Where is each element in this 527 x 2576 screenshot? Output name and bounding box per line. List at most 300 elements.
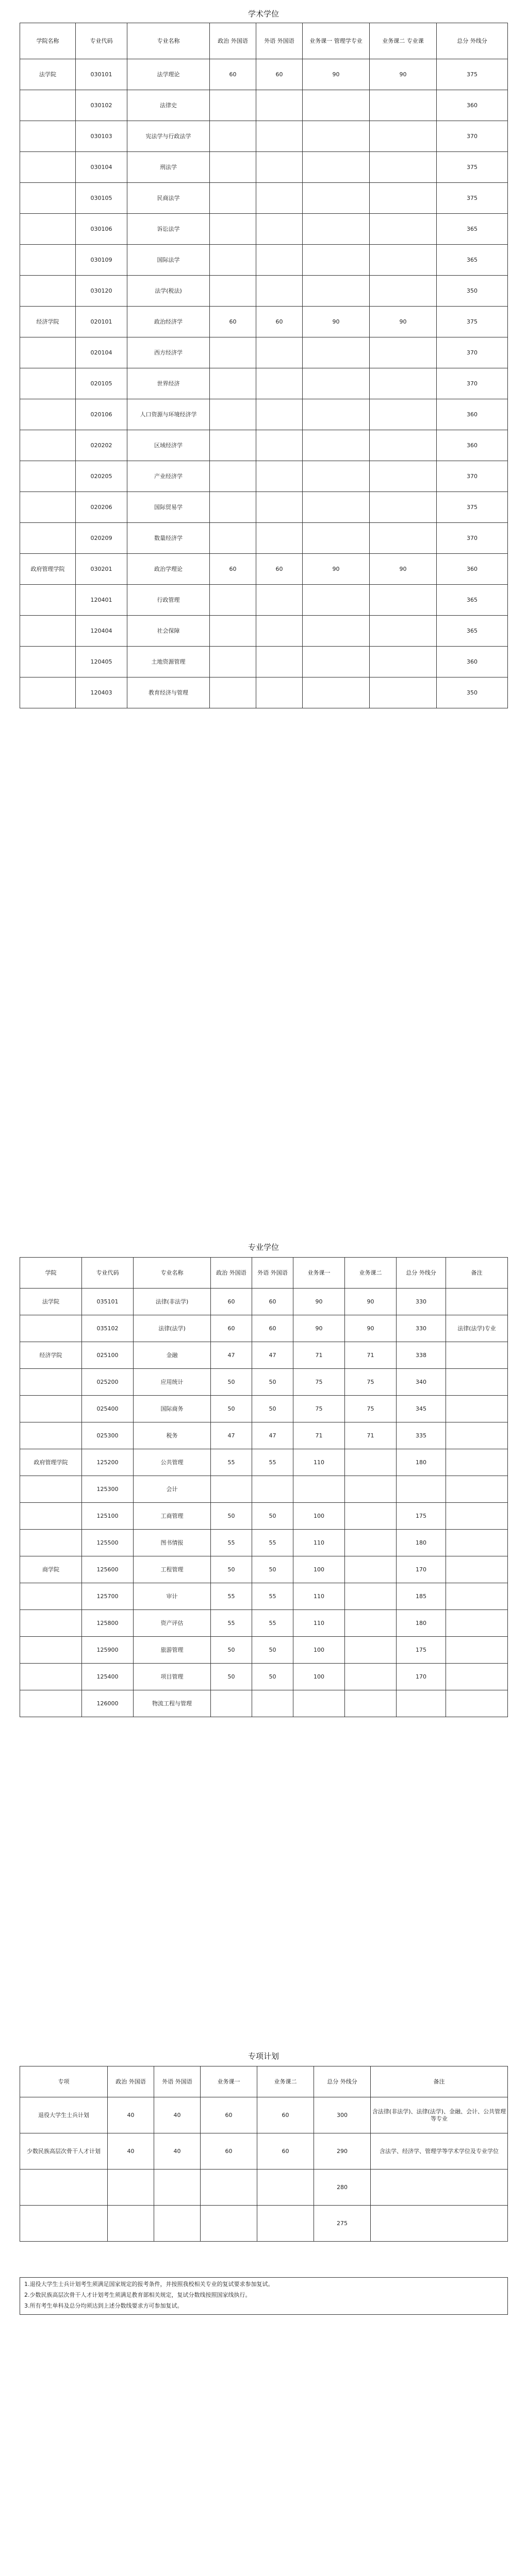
professional-table-cell: 47	[211, 1422, 252, 1449]
academic-table-cell	[370, 523, 437, 554]
professional-table-cell: 125500	[82, 1530, 134, 1556]
academic-table-cell	[210, 214, 256, 245]
professional-table-cell: 025200	[82, 1369, 134, 1396]
academic-table-cell: 375	[437, 152, 508, 183]
academic-table-cell: 60	[210, 307, 256, 337]
academic-table-cell: 区域经济学	[127, 430, 210, 461]
professional-table-cell	[20, 1690, 82, 1717]
academic-table-cell: 60	[256, 307, 303, 337]
academic-header-subject2: 业务课二 专业课	[370, 23, 437, 59]
academic-table-cell	[256, 368, 303, 399]
special-table-cell: 含法学、经济学、管理学等学术学位及专业学位	[371, 2133, 508, 2170]
professional-table-cell: 50	[252, 1556, 293, 1583]
academic-table-cell: 030120	[76, 276, 127, 307]
professional-table-cell: 175	[397, 1637, 446, 1664]
professional-table-cell: 项目管理	[134, 1664, 211, 1690]
professional-table-cell: 法律(非法学)	[134, 1289, 211, 1315]
academic-table-row	[20, 647, 508, 677]
professional-table-cell: 110	[293, 1449, 345, 1476]
academic-table-cell: 375	[437, 492, 508, 523]
professional-table-cell: 338	[397, 1342, 446, 1369]
academic-table-cell	[20, 245, 76, 276]
special-notes-cell	[20, 2278, 508, 2315]
academic-table-cell	[210, 368, 256, 399]
academic-table-cell: 政治经济学	[127, 307, 210, 337]
academic-table-cell	[303, 337, 370, 368]
special-notes-table	[20, 2277, 508, 2315]
academic-table-cell: 360	[437, 554, 508, 585]
academic-table-cell: 60	[256, 554, 303, 585]
academic-table-cell	[210, 90, 256, 121]
academic-table-cell	[210, 399, 256, 430]
academic-table-cell: 国际贸易学	[127, 492, 210, 523]
academic-header-foreign: 外语 外国语	[256, 23, 303, 59]
academic-table-cell	[20, 492, 76, 523]
academic-table-cell	[370, 276, 437, 307]
professional-header-major: 专业名称	[134, 1258, 211, 1289]
academic-table-cell	[256, 245, 303, 276]
professional-table-cell: 110	[293, 1610, 345, 1637]
professional-table-row	[20, 1664, 508, 1690]
academic-table-cell	[370, 183, 437, 214]
professional-table-cell: 55	[252, 1583, 293, 1610]
academic-table-cell: 020101	[76, 307, 127, 337]
academic-table-cell	[303, 430, 370, 461]
special-table-cell: 40	[108, 2097, 154, 2133]
special-table-cell: 40	[154, 2097, 201, 2133]
academic-table-cell	[370, 337, 437, 368]
academic-header-total: 总分 外线分	[437, 23, 508, 59]
academic-table-cell: 法学理论	[127, 59, 210, 90]
professional-table-cell: 法学院	[20, 1289, 82, 1315]
academic-table-cell	[303, 90, 370, 121]
professional-table-cell	[446, 1583, 508, 1610]
academic-table-row	[20, 554, 508, 585]
academic-table-cell	[20, 461, 76, 492]
professional-table-cell: 法律(法学)	[134, 1315, 211, 1342]
academic-table-cell	[303, 276, 370, 307]
academic-table-cell	[20, 647, 76, 677]
professional-table-cell: 180	[397, 1610, 446, 1637]
professional-table-cell: 125700	[82, 1583, 134, 1610]
academic-table-cell: 020205	[76, 461, 127, 492]
academic-table-cell: 350	[437, 677, 508, 708]
professional-header-row	[20, 1258, 508, 1289]
academic-table-cell	[20, 430, 76, 461]
professional-table-cell: 025300	[82, 1422, 134, 1449]
special-table-cell: 60	[201, 2097, 257, 2133]
academic-table-cell: 教育经济与管理	[127, 677, 210, 708]
academic-section-title: 学术学位	[248, 9, 279, 19]
academic-table-cell: 90	[370, 59, 437, 90]
academic-table-cell: 370	[437, 337, 508, 368]
special-table-cell: 退役大学生士兵计划	[20, 2097, 108, 2133]
academic-table-cell: 社会保障	[127, 616, 210, 647]
academic-table-cell: 030109	[76, 245, 127, 276]
professional-table-cell: 商学院	[20, 1556, 82, 1583]
academic-table-cell: 诉讼法学	[127, 214, 210, 245]
professional-table-row	[20, 1476, 508, 1503]
professional-table-cell: 55	[211, 1610, 252, 1637]
professional-table-cell: 50	[252, 1396, 293, 1422]
professional-table-cell	[20, 1476, 82, 1503]
professional-table-cell	[345, 1476, 397, 1503]
special-table-cell: 60	[257, 2097, 314, 2133]
professional-header-politics: 政治 外国语	[211, 1258, 252, 1289]
professional-table-cell	[345, 1637, 397, 1664]
academic-table-cell: 350	[437, 276, 508, 307]
academic-table-cell: 030201	[76, 554, 127, 585]
academic-table-cell	[256, 647, 303, 677]
special-table-cell: 40	[154, 2133, 201, 2170]
academic-table-cell: 360	[437, 430, 508, 461]
academic-table-cell: 365	[437, 214, 508, 245]
professional-table-cell	[446, 1610, 508, 1637]
professional-table-cell	[446, 1476, 508, 1503]
academic-table-row	[20, 121, 508, 152]
academic-table-cell: 世界经济	[127, 368, 210, 399]
professional-table-cell	[252, 1690, 293, 1717]
professional-table-cell	[345, 1664, 397, 1690]
academic-header-college: 学院名称	[20, 23, 76, 59]
academic-table-cell: 产业经济学	[127, 461, 210, 492]
professional-table-cell: 75	[293, 1396, 345, 1422]
professional-table-cell: 应用统计	[134, 1369, 211, 1396]
academic-table-cell: 030104	[76, 152, 127, 183]
professional-table-cell: 55	[211, 1530, 252, 1556]
academic-table-row	[20, 90, 508, 121]
professional-table-cell: 金融	[134, 1342, 211, 1369]
professional-table-cell: 71	[345, 1422, 397, 1449]
academic-table-cell: 120401	[76, 585, 127, 616]
professional-table-cell	[293, 1690, 345, 1717]
professional-table-body	[20, 1289, 508, 1717]
professional-table-row	[20, 1315, 508, 1342]
special-table-cell: 290	[314, 2133, 371, 2170]
professional-table-cell: 50	[211, 1556, 252, 1583]
professional-table-cell: 会计	[134, 1476, 211, 1503]
professional-table-cell: 71	[293, 1422, 345, 1449]
academic-table-cell	[256, 90, 303, 121]
professional-table-cell	[20, 1530, 82, 1556]
special-table-cell: 280	[314, 2170, 371, 2206]
professional-table-cell	[345, 1583, 397, 1610]
professional-table-cell	[211, 1476, 252, 1503]
professional-table-row	[20, 1449, 508, 1476]
special-table-cell: 含法律(非法学)、法律(法学)、金融、会计、公共管理等专业	[371, 2097, 508, 2133]
professional-table-cell: 审计	[134, 1583, 211, 1610]
academic-table-cell	[370, 152, 437, 183]
professional-table-row	[20, 1369, 508, 1396]
academic-table-row	[20, 214, 508, 245]
academic-table-cell: 030103	[76, 121, 127, 152]
academic-table-cell	[210, 585, 256, 616]
academic-table-cell: 120403	[76, 677, 127, 708]
academic-table-cell	[303, 523, 370, 554]
professional-table-cell: 工商管理	[134, 1503, 211, 1530]
academic-table-row	[20, 430, 508, 461]
special-header-note: 备注	[371, 2066, 508, 2097]
professional-table-row	[20, 1396, 508, 1422]
academic-table-cell: 90	[370, 554, 437, 585]
academic-table-cell: 370	[437, 121, 508, 152]
academic-table-row	[20, 399, 508, 430]
special-table-cell: 275	[314, 2206, 371, 2242]
academic-table-cell: 政府管理学院	[20, 554, 76, 585]
special-table-row	[20, 2170, 508, 2206]
academic-table-cell	[20, 152, 76, 183]
academic-table-cell	[370, 461, 437, 492]
professional-table-cell: 50	[252, 1637, 293, 1664]
professional-table-cell	[20, 1637, 82, 1664]
professional-table-cell	[293, 1476, 345, 1503]
academic-table-cell	[210, 492, 256, 523]
academic-table-cell	[256, 121, 303, 152]
academic-table-cell	[370, 492, 437, 523]
academic-table-cell	[303, 677, 370, 708]
academic-table-cell	[210, 245, 256, 276]
special-note-1: 1.退役大学生士兵计划考生须满足国家规定的报考条件，并按照我校相关专业的复试要求参加复试。	[24, 2281, 274, 2287]
special-note-3: 3.所有考生单科及总分均须达到上述分数线要求方可参加复试。	[24, 2302, 183, 2310]
academic-table-cell	[210, 647, 256, 677]
academic-table-cell: 民商法学	[127, 183, 210, 214]
academic-table-cell: 行政管理	[127, 585, 210, 616]
professional-table-cell	[20, 1610, 82, 1637]
professional-header-code: 专业代码	[82, 1258, 134, 1289]
professional-table-cell: 110	[293, 1583, 345, 1610]
academic-table-cell: 西方经济学	[127, 337, 210, 368]
academic-table-cell	[20, 616, 76, 647]
professional-table-cell	[446, 1369, 508, 1396]
special-table-cell	[154, 2206, 201, 2242]
professional-header-subject2: 业务课二	[345, 1258, 397, 1289]
academic-table-cell	[370, 368, 437, 399]
academic-table-cell: 经济学院	[20, 307, 76, 337]
academic-table-cell	[303, 245, 370, 276]
academic-table-cell: 土地资源管理	[127, 647, 210, 677]
professional-table-row	[20, 1530, 508, 1556]
professional-table-cell: 330	[397, 1315, 446, 1342]
professional-table-cell: 经济学院	[20, 1342, 82, 1369]
academic-table-cell: 030102	[76, 90, 127, 121]
professional-table-row	[20, 1422, 508, 1449]
professional-table-cell: 125800	[82, 1610, 134, 1637]
professional-table-cell	[345, 1556, 397, 1583]
academic-table-row	[20, 307, 508, 337]
academic-table-cell	[303, 152, 370, 183]
special-header-politics: 政治 外国语	[108, 2066, 154, 2097]
academic-table-cell: 020206	[76, 492, 127, 523]
professional-table-cell	[446, 1449, 508, 1476]
academic-header-major: 专业名称	[127, 23, 210, 59]
academic-table-cell: 120405	[76, 647, 127, 677]
professional-table-cell: 90	[293, 1289, 345, 1315]
academic-header-code: 专业代码	[76, 23, 127, 59]
professional-table-cell: 政府管理学院	[20, 1449, 82, 1476]
professional-table-cell: 60	[211, 1289, 252, 1315]
professional-table-cell: 035101	[82, 1289, 134, 1315]
academic-table-cell	[210, 152, 256, 183]
academic-table-cell	[210, 461, 256, 492]
professional-table-cell: 75	[293, 1369, 345, 1396]
academic-table-cell	[303, 368, 370, 399]
professional-table-cell	[345, 1610, 397, 1637]
professional-table-cell	[20, 1396, 82, 1422]
academic-table-cell: 人口资源与环境经济学	[127, 399, 210, 430]
professional-table-cell: 50	[211, 1369, 252, 1396]
professional-table-cell	[397, 1690, 446, 1717]
academic-table-cell	[256, 677, 303, 708]
professional-table-cell	[20, 1369, 82, 1396]
academic-table-cell	[370, 616, 437, 647]
academic-table-cell: 宪法学与行政法学	[127, 121, 210, 152]
academic-table-cell: 375	[437, 183, 508, 214]
academic-table-cell: 法学院	[20, 59, 76, 90]
academic-table-cell: 法律史	[127, 90, 210, 121]
academic-table-cell: 365	[437, 245, 508, 276]
academic-table-cell	[303, 399, 370, 430]
professional-table-cell	[446, 1556, 508, 1583]
professional-table-cell	[446, 1289, 508, 1315]
professional-table-cell: 175	[397, 1503, 446, 1530]
academic-table-cell	[20, 368, 76, 399]
special-table-cell	[20, 2206, 108, 2242]
academic-table-cell: 020106	[76, 399, 127, 430]
professional-table-row	[20, 1556, 508, 1583]
professional-header-subject1: 业务课一	[293, 1258, 345, 1289]
professional-table-row	[20, 1289, 508, 1315]
academic-table-cell	[370, 585, 437, 616]
special-table-body	[20, 2097, 508, 2242]
professional-table-cell: 180	[397, 1530, 446, 1556]
academic-table-cell: 375	[437, 307, 508, 337]
professional-table-cell	[20, 1583, 82, 1610]
academic-table-cell: 365	[437, 616, 508, 647]
academic-table-cell: 360	[437, 90, 508, 121]
academic-table-cell: 370	[437, 461, 508, 492]
professional-table-cell: 340	[397, 1369, 446, 1396]
professional-table-cell	[446, 1342, 508, 1369]
academic-table-cell	[20, 276, 76, 307]
professional-table-cell: 50	[211, 1664, 252, 1690]
professional-table-cell: 345	[397, 1396, 446, 1422]
academic-table-cell	[303, 121, 370, 152]
professional-table-cell	[345, 1530, 397, 1556]
special-header-total: 总分 外线分	[314, 2066, 371, 2097]
academic-table-cell: 60	[256, 59, 303, 90]
academic-table-row	[20, 245, 508, 276]
professional-table-row	[20, 1637, 508, 1664]
professional-table-cell	[446, 1422, 508, 1449]
professional-header-note: 备注	[446, 1258, 508, 1289]
professional-table-cell: 55	[252, 1449, 293, 1476]
academic-table-cell: 360	[437, 399, 508, 430]
professional-table-cell: 55	[252, 1530, 293, 1556]
academic-table-row	[20, 183, 508, 214]
professional-table-cell: 035102	[82, 1315, 134, 1342]
academic-table-cell	[256, 337, 303, 368]
professional-table	[20, 1257, 508, 1717]
academic-table-cell: 030101	[76, 59, 127, 90]
academic-table-cell: 020105	[76, 368, 127, 399]
special-header-subject2: 业务课二	[257, 2066, 314, 2097]
special-table-row	[20, 2206, 508, 2242]
academic-table-row	[20, 337, 508, 368]
special-table-cell	[371, 2170, 508, 2206]
academic-table-cell: 60	[210, 554, 256, 585]
professional-table-cell: 50	[211, 1396, 252, 1422]
professional-table-cell: 47	[252, 1342, 293, 1369]
professional-table-cell: 75	[345, 1396, 397, 1422]
academic-table-cell: 90	[303, 554, 370, 585]
academic-table-cell: 360	[437, 647, 508, 677]
academic-table-cell: 刑法学	[127, 152, 210, 183]
academic-table-cell	[303, 647, 370, 677]
academic-table-cell	[303, 214, 370, 245]
special-header-foreign: 外语 外国语	[154, 2066, 201, 2097]
professional-table-row	[20, 1690, 508, 1717]
special-table-cell: 40	[108, 2133, 154, 2170]
academic-table-cell	[370, 647, 437, 677]
professional-section-title: 专业学位	[248, 1243, 279, 1252]
academic-table-cell: 60	[210, 59, 256, 90]
professional-table-cell: 025100	[82, 1342, 134, 1369]
professional-table-cell	[345, 1503, 397, 1530]
academic-table-cell: 国际法学	[127, 245, 210, 276]
professional-table-cell	[446, 1530, 508, 1556]
professional-table-cell	[20, 1503, 82, 1530]
professional-table-cell: 法律(法学)专业	[446, 1315, 508, 1342]
academic-table-cell	[210, 276, 256, 307]
professional-table-cell: 335	[397, 1422, 446, 1449]
professional-table-cell: 126000	[82, 1690, 134, 1717]
special-table-cell: 少数民族高层次骨干人才计划	[20, 2133, 108, 2170]
professional-table-cell: 025400	[82, 1396, 134, 1422]
academic-table-cell	[210, 523, 256, 554]
professional-table-cell: 工程管理	[134, 1556, 211, 1583]
academic-table-cell	[256, 183, 303, 214]
special-table-cell	[201, 2170, 257, 2206]
academic-table-cell	[20, 523, 76, 554]
professional-table-cell: 100	[293, 1503, 345, 1530]
professional-table-row	[20, 1503, 508, 1530]
academic-table-cell	[256, 461, 303, 492]
professional-table-cell: 50	[211, 1503, 252, 1530]
academic-table-cell	[303, 492, 370, 523]
professional-table-cell: 90	[345, 1289, 397, 1315]
professional-table-cell: 税务	[134, 1422, 211, 1449]
special-note-2: 2.少数民族高层次骨干人才计划考生须满足教育部相关规定，复试分数线按照国家线执行。	[24, 2292, 251, 2299]
special-table-cell: 60	[201, 2133, 257, 2170]
professional-table-cell	[20, 1315, 82, 1342]
academic-table-cell	[303, 183, 370, 214]
professional-table-cell	[252, 1476, 293, 1503]
professional-table-cell	[345, 1449, 397, 1476]
academic-table-cell	[210, 430, 256, 461]
academic-header-politics: 政治 外国语	[210, 23, 256, 59]
academic-table-cell: 数量经济学	[127, 523, 210, 554]
academic-table-cell	[370, 121, 437, 152]
academic-table-cell	[303, 616, 370, 647]
academic-table-cell	[370, 677, 437, 708]
academic-table-cell	[20, 90, 76, 121]
academic-header-subject1: 业务课一 管理学专业	[303, 23, 370, 59]
professional-table-cell	[345, 1690, 397, 1717]
professional-table-cell: 125400	[82, 1664, 134, 1690]
professional-table-cell	[211, 1690, 252, 1717]
academic-table-cell: 375	[437, 59, 508, 90]
academic-table-cell	[20, 337, 76, 368]
